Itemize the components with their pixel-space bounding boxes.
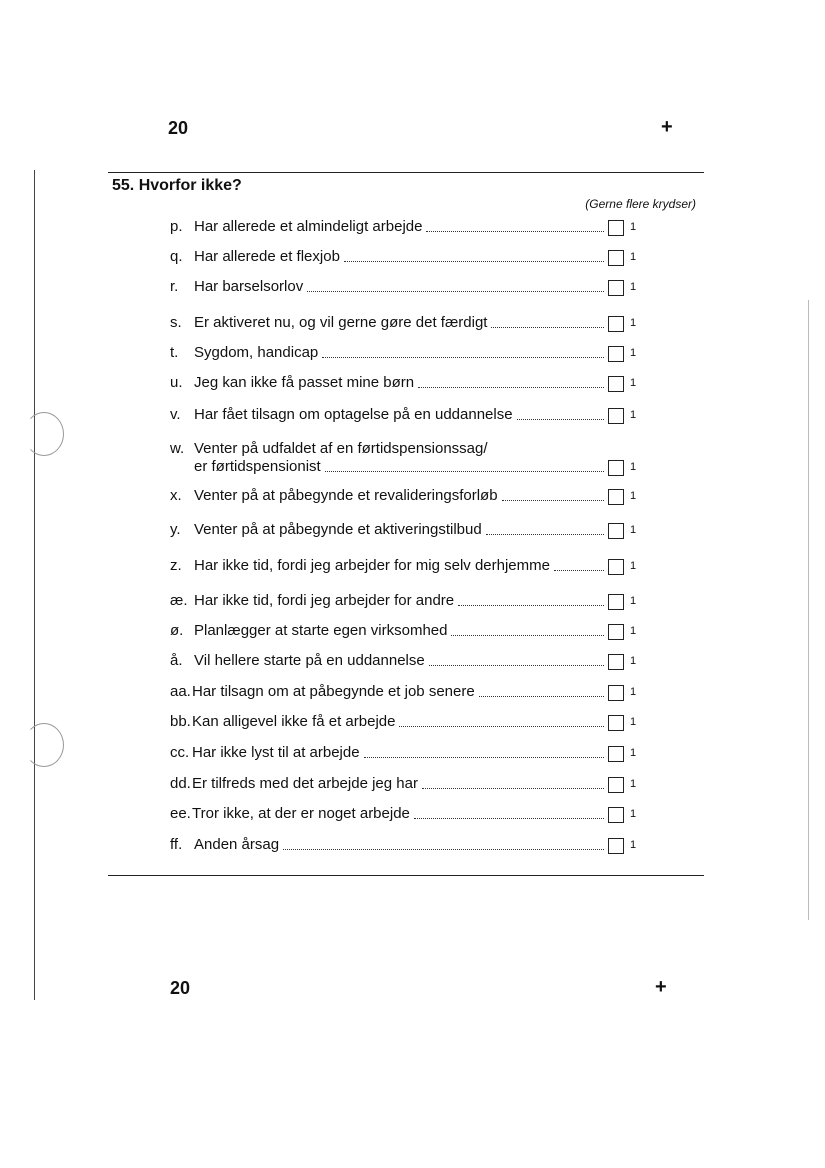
right-page-edge [808, 300, 809, 920]
dot-leader [307, 291, 604, 292]
option-code: å. [170, 652, 183, 669]
option-label: Tror ikke, at der er noget arbejde [192, 805, 410, 822]
header-plus-mark: + [661, 116, 673, 138]
checkbox[interactable] [608, 346, 624, 362]
option-label: Vil hellere starte på en uddannelse [194, 652, 425, 669]
answer-option-bb [170, 713, 640, 731]
option-label: Har fået tilsagn om optagelse på en uddannelse [194, 406, 513, 423]
option-value: 1 [630, 560, 637, 572]
answer-option-cc [170, 744, 640, 762]
option-label: Venter på at påbegynde et aktiveringstilbud [194, 521, 482, 538]
option-code: ff. [170, 836, 183, 853]
option-value: 1 [630, 377, 637, 389]
dot-leader [322, 357, 604, 358]
answer-option-t [170, 344, 640, 362]
checkbox[interactable] [608, 250, 624, 266]
option-label: Har ikke tid, fordi jeg arbejder for andre [194, 592, 455, 609]
option-label: Er aktiveret nu, og vil gerne gøre det færdigt [194, 314, 488, 331]
checkbox[interactable] [608, 280, 624, 296]
dot-leader [491, 327, 604, 328]
dot-leader [451, 635, 604, 636]
answer-option-ff [170, 836, 640, 854]
checkbox[interactable] [608, 807, 624, 823]
option-code: p. [170, 218, 183, 235]
answer-option-aa-ring [170, 652, 640, 670]
checkbox[interactable] [608, 376, 624, 392]
answer-option-s [170, 314, 640, 332]
answer-option-ae [170, 592, 640, 610]
answer-option-p [170, 218, 640, 236]
option-value: 1 [630, 778, 637, 790]
option-code: cc. [170, 744, 190, 761]
bottom-divider [108, 875, 704, 876]
checkbox[interactable] [608, 460, 624, 476]
answer-option-q [170, 248, 640, 266]
dot-leader [486, 534, 604, 535]
option-label-continued: er førtidspensionist [194, 458, 321, 475]
option-code: q. [170, 248, 183, 265]
option-value: 1 [630, 409, 637, 421]
option-code: ee. [170, 805, 191, 822]
answer-option-oe [170, 622, 640, 640]
dot-leader [399, 726, 604, 727]
header-page-number: 20 [168, 118, 189, 138]
option-value: 1 [630, 490, 637, 502]
checkbox[interactable] [608, 220, 624, 236]
option-label: Sygdom, handicap [194, 344, 319, 361]
answer-option-u [170, 374, 640, 392]
question-title: 55. Hvorfor ikke? [112, 177, 242, 194]
option-label: Er tilfreds med det arbejde jeg har [192, 775, 418, 792]
dot-leader [479, 696, 604, 697]
dot-leader [344, 261, 604, 262]
answer-option-w [170, 440, 640, 476]
option-code: ø. [170, 622, 184, 639]
option-value: 1 [630, 281, 637, 293]
option-value: 1 [630, 747, 637, 759]
answer-option-z [170, 557, 640, 575]
question-hint: (Gerne flere krydser) [585, 197, 696, 211]
checkbox[interactable] [608, 777, 624, 793]
checkbox[interactable] [608, 594, 624, 610]
option-label: Har allerede et almindeligt arbejde [194, 218, 423, 235]
option-label: Har allerede et flexjob [194, 248, 340, 265]
dot-leader [502, 500, 604, 501]
option-label: Planlægger at starte egen virksomhed [194, 622, 448, 639]
option-code: r. [170, 278, 179, 295]
answer-option-y [170, 521, 640, 539]
option-value: 1 [630, 251, 637, 263]
dot-leader [458, 605, 604, 606]
option-value: 1 [630, 716, 637, 728]
option-value: 1 [630, 221, 637, 233]
option-label: Har ikke tid, fordi jeg arbejder for mig selv derhjemme [194, 557, 550, 574]
checkbox[interactable] [608, 838, 624, 854]
option-code: bb. [170, 713, 191, 730]
checkbox[interactable] [608, 746, 624, 762]
option-value: 1 [630, 595, 637, 607]
option-label: Jeg kan ikke få passet mine børn [194, 374, 415, 391]
option-value: 1 [630, 625, 637, 637]
answer-option-dd [170, 775, 640, 793]
option-label: Kan alligevel ikke få et arbejde [192, 713, 396, 730]
dot-leader [364, 757, 604, 758]
option-value: 1 [630, 655, 637, 667]
answer-option-r [170, 278, 640, 296]
option-code: aa. [170, 683, 191, 700]
checkbox[interactable] [608, 316, 624, 332]
option-code: y. [170, 521, 181, 538]
punch-hole-bottom [24, 723, 64, 767]
answer-option-v [170, 406, 640, 424]
option-value: 1 [630, 317, 637, 329]
option-code: t. [170, 344, 179, 361]
dot-leader [426, 231, 604, 232]
option-value: 1 [630, 808, 637, 820]
dot-leader [283, 849, 604, 850]
footer-page-number: 20 [170, 978, 191, 998]
option-value: 1 [630, 686, 637, 698]
checkbox[interactable] [608, 559, 624, 575]
option-code: s. [170, 314, 182, 331]
option-label: Venter på at påbegynde et revalideringsforløb [194, 487, 498, 504]
punch-hole-top [24, 412, 64, 456]
option-code: z. [170, 557, 182, 574]
dot-leader [517, 419, 604, 420]
checkbox[interactable] [608, 408, 624, 424]
answer-option-x [170, 487, 640, 505]
option-value: 1 [630, 524, 637, 536]
option-code: x. [170, 487, 182, 504]
answer-option-ee [170, 805, 640, 823]
option-label: Har barselsorlov [194, 278, 304, 295]
dot-leader [554, 570, 604, 571]
option-label: Anden årsag [194, 836, 280, 853]
option-value: 1 [630, 461, 637, 473]
dot-leader [418, 387, 604, 388]
top-divider [108, 172, 704, 173]
checkbox[interactable] [608, 715, 624, 731]
option-label: Har tilsagn om at påbegynde et job senere [192, 683, 475, 700]
dot-leader [414, 818, 604, 819]
left-margin-line [34, 170, 35, 1000]
dot-leader [429, 665, 604, 666]
footer-plus-mark: + [655, 976, 667, 998]
checkbox[interactable] [608, 654, 624, 670]
option-code: æ. [170, 592, 188, 609]
checkbox[interactable] [608, 685, 624, 701]
option-code: u. [170, 374, 183, 391]
option-code: w. [170, 440, 185, 457]
option-label: Har ikke lyst til at arbejde [192, 744, 360, 761]
dot-leader [422, 788, 604, 789]
option-code: dd. [170, 775, 191, 792]
answer-option-aa [170, 683, 640, 701]
option-value: 1 [630, 347, 637, 359]
option-label: Venter på udfaldet af en førtidspensionssag/ [194, 440, 488, 457]
checkbox[interactable] [608, 523, 624, 539]
dot-leader [325, 471, 604, 472]
checkbox[interactable] [608, 624, 624, 640]
checkbox[interactable] [608, 489, 624, 505]
option-value: 1 [630, 839, 637, 851]
option-code: v. [170, 406, 181, 423]
